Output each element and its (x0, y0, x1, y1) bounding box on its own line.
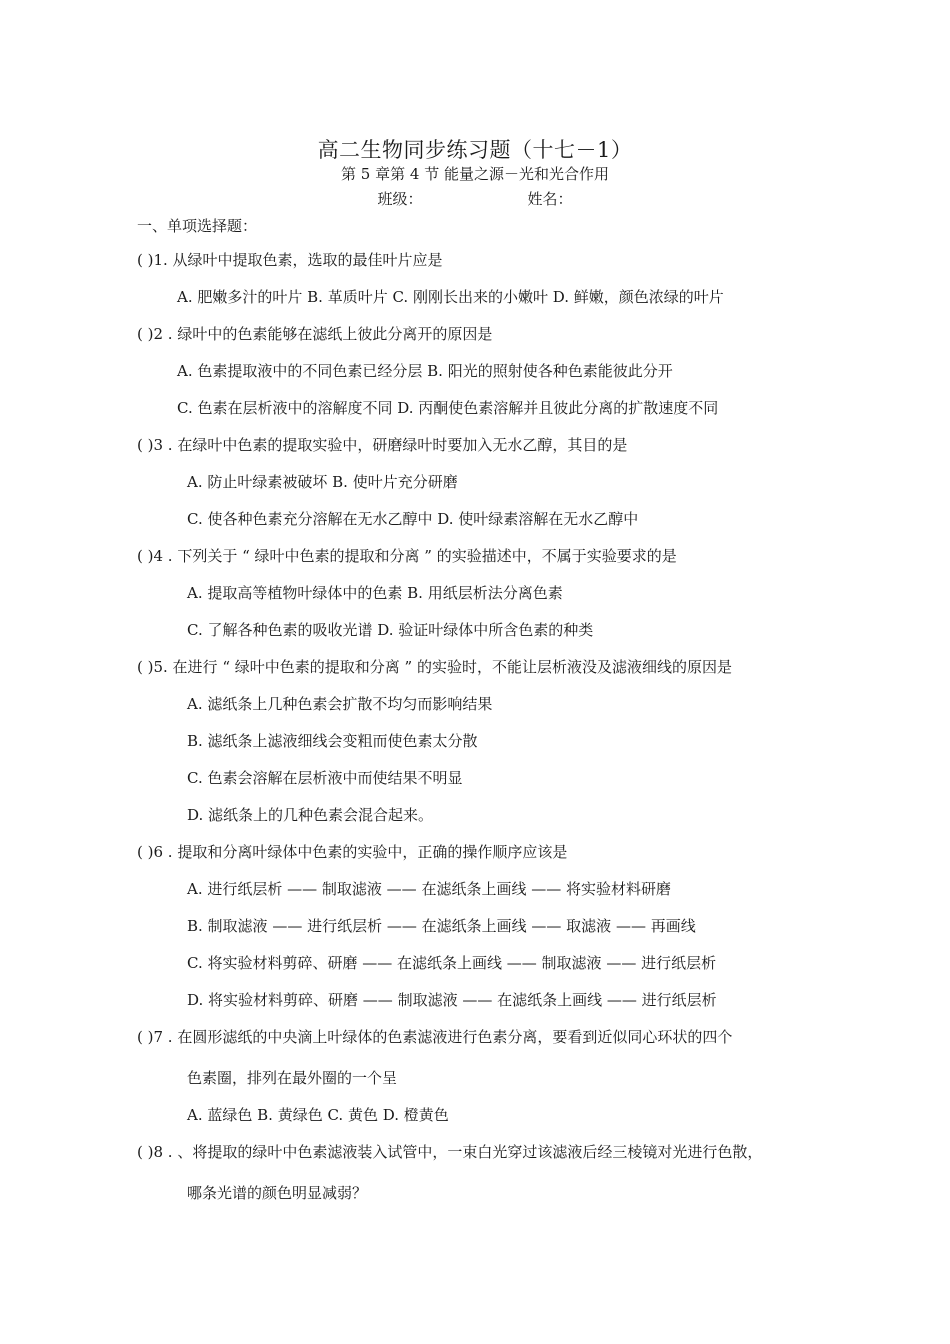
question-2-option-cd: C. 色素在层析液中的溶解度不同 D. 丙酮使色素溶解并且彼此分离的扩散速度不同 (177, 399, 719, 417)
question-5-option-a: A. 滤纸条上几种色素会扩散不均匀而影响结果 (187, 695, 493, 713)
question-2: ( )2 . 绿叶中的色素能够在滤纸上彼此分离开的原因是 (137, 325, 493, 343)
question-8-continued: 哪条光谱的颜色明显减弱？ (187, 1184, 368, 1202)
question-4: ( )4 . 下列关于 “ 绿叶中色素的提取和分离 ” 的实验描述中，不属于实验要求的是 (137, 547, 677, 565)
question-4-option-cd: C. 了解各种色素的吸收光谱 D. 验证叶绿体中所含色素的种类 (187, 621, 594, 639)
question-1: ( )1. 从绿叶中提取色素，选取的最佳叶片应是 (137, 251, 443, 269)
class-name-line (0, 188, 950, 209)
question-3-option-cd: C. 使各种色素充分溶解在无水乙醇中 D. 使叶绿素溶解在无水乙醇中 (187, 510, 639, 528)
question-5-option-b: B. 滤纸条上滤液细线会变粗而使色素太分散 (187, 732, 478, 750)
question-6-option-a: A. 进行纸层析 —— 制取滤液 —— 在滤纸条上画线 —— 将实验材料研磨 (187, 880, 671, 898)
question-4-option-ab: A. 提取高等植物叶绿体中的色素 B. 用纸层析法分离色素 (187, 584, 563, 602)
page-title: 高二生物同步练习题（十七－1） (317, 138, 633, 162)
question-2-option-ab: A. 色素提取液中的不同色素已经分层 B. 阳光的照射使各种色素能彼此分开 (177, 362, 673, 380)
question-6-option-d: D. 将实验材料剪碎、研磨 —— 制取滤液 —— 在滤纸条上画线 —— 进行纸层析 (187, 991, 717, 1009)
question-3-option-ab: A. 防止叶绿素被破坏 B. 使叶片充分研磨 (187, 473, 458, 491)
question-7-continued: 色素圈，排列在最外圈的一个呈 (187, 1069, 398, 1087)
question-5: ( )5. 在进行 “ 绿叶中色素的提取和分离 ” 的实验时，不能让层析液没及滤液细线的原因是 (137, 658, 732, 676)
question-1-options: A. 肥嫩多汁的叶片 B. 革质叶片 C. 刚刚长出来的小嫩叶 D. 鲜嫩，颜色浓绿的叶片 (177, 288, 724, 306)
class-label: 班级： (377, 190, 423, 208)
question-6: ( )6 . 提取和分离叶绿体中色素的实验中，正确的操作顺序应该是 (137, 843, 568, 861)
question-7-options: A. 蓝绿色 B. 黄绿色 C. 黄色 D. 橙黄色 (187, 1106, 449, 1124)
section-title: 一、单项选择题： (137, 217, 258, 235)
question-5-option-c: C. 色素会溶解在层析液中而使结果不明显 (187, 769, 463, 787)
question-7: ( )7 . 在圆形滤纸的中央滴上叶绿体的色素滤液进行色素分离，要看到近似同心环状的四个 (137, 1028, 733, 1046)
question-8: ( )8 . 、将提取的绿叶中色素滤液装入试管中，一束白光穿过该滤液后经三棱镜对光进行色散， (137, 1143, 763, 1161)
question-6-option-b: B. 制取滤液 —— 进行纸层析 —— 在滤纸条上画线 —— 取滤液 —— 再画线 (187, 917, 696, 935)
question-3: ( )3 . 在绿叶中色素的提取实验中，研磨绿叶时要加入无水乙醇，其目的是 (137, 436, 628, 454)
question-6-option-c: C. 将实验材料剪碎、研磨 —— 在滤纸条上画线 —— 制取滤液 —— 进行纸层析 (187, 954, 717, 972)
name-label: 姓名： (527, 190, 573, 208)
page-subtitle: 第 5 章第 4 节 能量之源－光和光合作用 (341, 165, 609, 183)
question-5-option-d: D. 滤纸条上的几种色素会混合起来。 (187, 806, 434, 824)
